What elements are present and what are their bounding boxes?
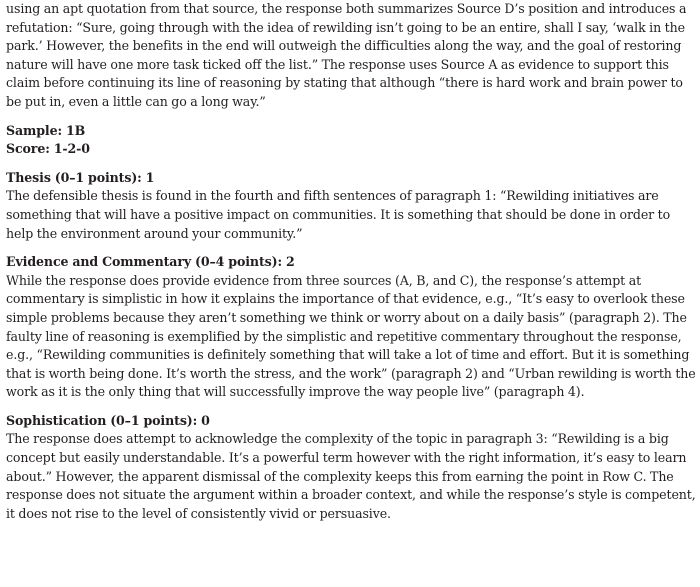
sample-info: [6, 122, 696, 159]
thesis-section: [6, 169, 696, 243]
thesis-heading: Thesis (0–1 points): 1: [6, 169, 155, 185]
sophistication-body: The response does attempt to acknowledge the complexity of the topic in paragraph 3: “Rewilding is a big concept but easily understandable. It’s a powerful term however with the right information, it’s easy to learn about.” However, the apparent dismissal of the complexity keeps this from earning the point in Row C. The response does not situate the argument within a broader context, and while the response’s style is competent, it does not rise to the level of consistently vivid or persuasive.: [6, 431, 696, 521]
thesis-body: The defensible thesis is found in the fourth and fifth sentences of paragraph 1: “Rewilding initiatives are something that will have a positive impact on communities. It is something that should be done in order to help the environment around your community.”: [6, 188, 671, 241]
sophistication-section: [6, 412, 696, 524]
score-label: Score: 1-2-0: [6, 141, 90, 157]
evidence-body: While the response does provide evidence from three sources (A, B, and C), the response’s attempt at commentary is simplistic in how it explains the importance of that evidence, e.g., “It’s easy to overlook these simple problems because they aren’t something we think or worry about on a daily basis” (paragraph 2). The faulty line of reasoning is exemplified by the simplistic and repetitive commentary throughout the response, e.g., “Rewilding communities is definitely something that will take a lot of time and effort. But it is something that is worth being done. It’s worth the stress, and the work” (paragraph 2) and “Urban rewilding is worth the work as it is the only thing that will successfully improve the way people live” (paragraph 4).: [6, 272, 696, 400]
sample-label: Sample: 1B: [6, 122, 86, 138]
document-page: [6, 0, 696, 523]
intro-paragraph: using an apt quotation from that source, the response both summarizes Source D’s position and introduces a refutation: “Sure, going through with the idea of rewilding isn’t going to be an entire, shall I say, ‘walk in the park.’ However, the benefits in the end will outweigh the difficulties along the way, and the goal of restoring nature will have one more task ticked off the list.” The response uses Source A as evidence to support this claim before continuing its line of reasoning by stating that although “there is hard work and brain power to be put in, even a little can go a long way.”: [6, 1, 687, 109]
evidence-heading: Evidence and Commentary (0–4 points): 2: [6, 254, 295, 270]
sophistication-heading: Sophistication (0–1 points): 0: [6, 412, 210, 428]
evidence-section: [6, 253, 696, 402]
